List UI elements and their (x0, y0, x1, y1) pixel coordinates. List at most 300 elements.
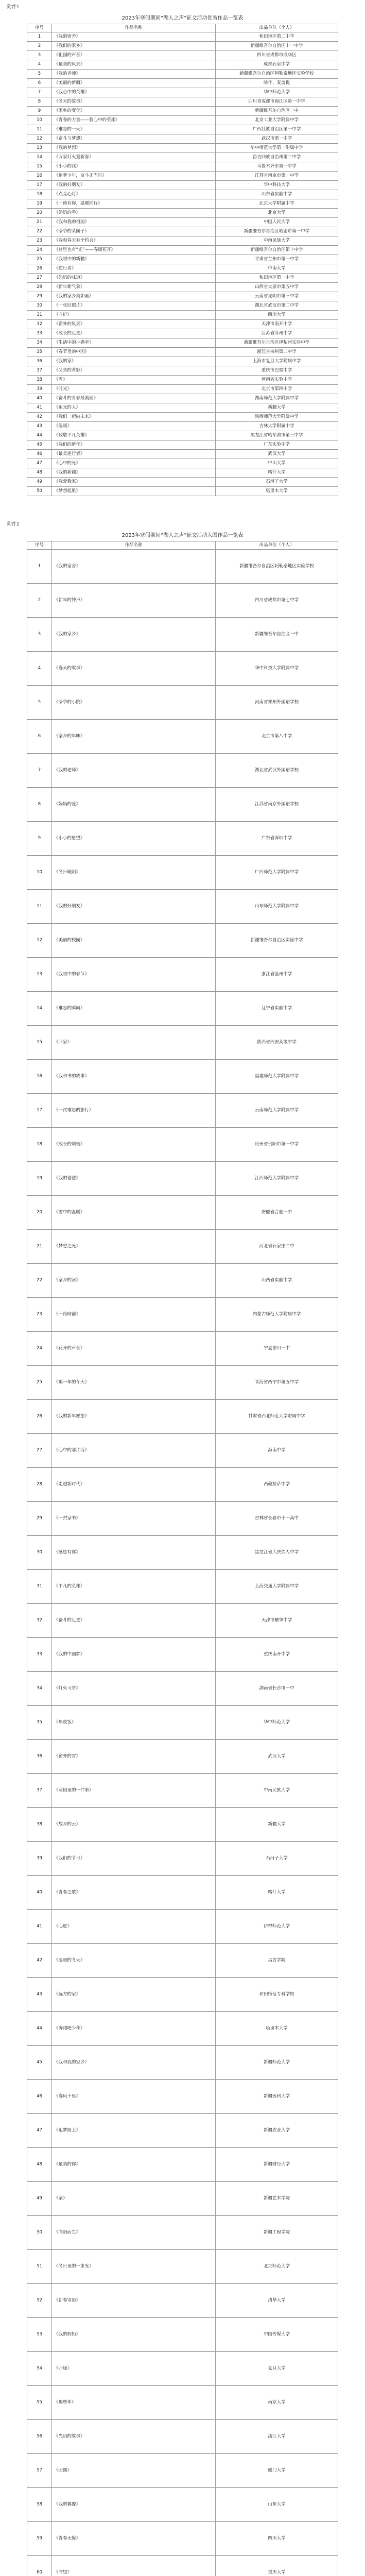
table-row (27, 97, 338, 107)
row-number: 20 (27, 209, 52, 218)
table-row (27, 338, 338, 348)
work-title: 《梦想之光》 (52, 1230, 216, 1264)
unit-name: 四川大学 (216, 2522, 338, 2556)
work-title: 《走进新时代》 (52, 1468, 216, 1502)
unit-name: 中南民族大学 (216, 1774, 338, 1808)
row-number: 37 (27, 1774, 52, 1808)
table-row (27, 1434, 338, 1468)
work-title: 《生活中的小确幸》 (52, 338, 216, 348)
work-title: 《奋斗的青春最美丽》 (52, 394, 216, 403)
table-row (27, 2318, 338, 2352)
work-title: 《我的好朋友》 (52, 890, 216, 924)
row-number: 44 (27, 431, 52, 440)
unit-name: 天津市南开中学 (216, 320, 338, 329)
work-title: 《我的宿舍》 (52, 32, 216, 42)
table-row (27, 51, 338, 60)
row-number: 19 (27, 1162, 52, 1196)
row-number: 42 (27, 413, 52, 422)
table-row (27, 431, 338, 440)
unit-name: 北京工业大学附属中学 (216, 116, 338, 125)
unit-name: 江苏省苏州中学 (216, 329, 338, 338)
row-number: 52 (27, 2284, 52, 2318)
unit-name: 安徽省合肥一中 (216, 1196, 338, 1230)
unit-name: 华中师范大学第一附属中学 (216, 144, 338, 153)
row-number: 27 (27, 274, 52, 283)
unit-name: 河南省郑州外国语学校 (216, 686, 338, 720)
table-row (27, 1094, 338, 1128)
unit-name: 青海省西宁市第五中学 (216, 1366, 338, 1400)
unit-name: 新疆农业大学 (216, 2114, 338, 2148)
unit-name: 贵州省贵阳市第一中学 (216, 1128, 338, 1162)
unit-name: 新疆维吾尔自治区一中 (216, 107, 338, 116)
table-row (27, 2522, 338, 2556)
work-title: 《奋斗与梦想》 (52, 134, 216, 144)
table-row (27, 1876, 338, 1910)
unit-name: 华中师范大学 (216, 88, 338, 97)
table-row (27, 1060, 338, 1094)
table-row (27, 1842, 338, 1876)
works-table (27, 541, 338, 2576)
unit-name: 武汉大学 (216, 450, 338, 459)
table-row (27, 366, 338, 376)
table-row (27, 1230, 338, 1264)
table-row (27, 440, 338, 450)
unit-name: 广东省深圳中学 (216, 822, 338, 856)
work-title: 《心中的光》 (52, 459, 216, 468)
unit-name: 江西师范大学附属中学 (216, 1162, 338, 1196)
unit-name: 中国人民大学 (216, 218, 338, 227)
work-title: 《家乡的变化》 (52, 107, 216, 116)
table-row (27, 1774, 338, 1808)
unit-name: 新疆维吾尔自治区伊犁州实验中学 (216, 338, 338, 348)
work-title: 《新年新气象》 (52, 283, 216, 292)
table-row (27, 376, 338, 385)
table-row (27, 2114, 338, 2148)
row-number: 16 (27, 172, 52, 181)
unit-name: 和田师范专科学校 (216, 1978, 338, 2012)
unit-name: 天津市耀华中学 (216, 1604, 338, 1638)
work-title: 《我的梦想》 (52, 144, 216, 153)
row-number: 49 (27, 2182, 52, 2216)
unit-name: 内蒙古师范大学附属中学 (216, 1298, 338, 1332)
work-title: 《守望》 (52, 2556, 216, 2576)
table-row (27, 2216, 338, 2250)
unit-name: 塔里木大学 (216, 487, 338, 496)
unit-name: 四川省成都市锦江区第一中学 (216, 97, 338, 107)
table-row (27, 2488, 338, 2522)
table-row (27, 924, 338, 958)
unit-name: 重庆市巴蜀中学 (216, 366, 338, 376)
row-number: 12 (27, 924, 52, 958)
work-title: 《向阳而生》 (52, 2216, 216, 2250)
work-title: 《父亲的背影》 (52, 366, 216, 376)
work-title: 《一路向前》 (52, 1298, 216, 1332)
unit-name: 新疆维吾尔自治区十一中学 (216, 42, 338, 51)
work-title: 《我的奶奶》 (52, 2318, 216, 2352)
table-row (27, 2454, 338, 2488)
work-title: 《成长的烦恼》 (52, 1128, 216, 1162)
table-row (27, 1196, 338, 1230)
row-number: 46 (27, 2080, 52, 2114)
work-title: 《家乡的河》 (52, 1264, 216, 1298)
header-no: 序号 (27, 541, 52, 550)
unit-name: 山东省实验中学 (216, 190, 338, 199)
table-row (27, 1672, 338, 1706)
unit-name: 四川省成都市第七中学 (216, 584, 338, 618)
work-title: 《追梦少年，奋斗正当时》 (52, 172, 216, 181)
unit-name: 华中科技大学 (216, 181, 338, 190)
work-title: 《点亮心灯》 (52, 190, 216, 199)
work-title: 《难忘的一天》 (52, 125, 216, 134)
table-row (27, 32, 338, 42)
table-row (27, 255, 338, 264)
row-number: 15 (27, 1026, 52, 1060)
row-number: 13 (27, 144, 52, 153)
unit-name: 喀什大学 (216, 468, 338, 478)
work-title: 《远方的家》 (52, 1978, 216, 2012)
work-title: 《归途》 (52, 2352, 216, 2386)
row-number: 31 (27, 311, 52, 320)
unit-name: 武汉大学 (216, 1740, 338, 1774)
row-number: 12 (27, 134, 52, 144)
row-number: 18 (27, 1128, 52, 1162)
row-number: 33 (27, 329, 52, 338)
table-row (27, 79, 338, 88)
row-number: 41 (27, 403, 52, 413)
table-row (27, 1366, 338, 1400)
row-number: 1 (27, 550, 52, 584)
unit-name: 清华大学 (216, 2284, 338, 2318)
table-row (27, 162, 338, 172)
work-title: 《春节里的中国》 (52, 348, 216, 357)
work-title: 《平凡的英雄》 (52, 1570, 216, 1604)
work-title: 《梦想起航》 (52, 487, 216, 496)
work-title: 《温暖的冬天》 (52, 1944, 216, 1978)
page-title: 2023年寒假期间“湖人之声”征文活动入围作品一览表 (121, 533, 244, 538)
table-row (27, 2080, 338, 2114)
work-title: 《最美逆行者》 (52, 450, 216, 459)
unit-name: 中山大学 (216, 459, 338, 468)
table-row (27, 274, 338, 283)
table-row (27, 413, 338, 422)
unit-name: 塔里木大学 (216, 2012, 338, 2046)
table-row (27, 264, 338, 274)
table-row (27, 107, 338, 116)
header-unit: 出品单位（个人） (216, 541, 338, 550)
header-work: 作品名称 (52, 541, 216, 550)
unit-name: 重庆大学 (216, 2556, 338, 2576)
unit-name: 广西师范大学附属中学 (216, 856, 338, 890)
unit-name: 北京市第四中学 (216, 385, 338, 394)
unit-name: 湖北省武汉市第二中学 (216, 301, 338, 311)
row-number: 23 (27, 1298, 52, 1332)
unit-name: 北京师范大学 (216, 2250, 338, 2284)
work-title: 《一封家书》 (52, 1502, 216, 1536)
unit-name: 新疆维吾尔自治区哈密市第一中学 (216, 227, 338, 236)
table-row (27, 2420, 338, 2454)
table-row (27, 125, 338, 134)
table-row (27, 890, 338, 924)
row-number: 3 (27, 51, 52, 60)
table-row (27, 686, 338, 720)
work-title: 《温暖》 (52, 422, 216, 431)
row-number: 10 (27, 116, 52, 125)
table-row (27, 320, 338, 329)
unit-name: 海南中学 (216, 1434, 338, 1468)
work-title: 《回家》 (52, 1026, 216, 1060)
row-number: 59 (27, 2522, 52, 2556)
work-title: 《光阴的故事》 (52, 2420, 216, 2454)
table-row (27, 2012, 338, 2046)
row-number: 14 (27, 153, 52, 162)
unit-name: 湖北省武汉外国语学校 (216, 754, 338, 788)
row-number: 19 (27, 199, 52, 209)
row-number: 33 (27, 1638, 52, 1672)
row-number: 35 (27, 1706, 52, 1740)
work-title: 《一张旧照片》 (52, 301, 216, 311)
table-row (27, 1808, 338, 1842)
unit-name: 宁夏银川一中 (216, 1332, 338, 1366)
work-title: 《心愿》 (52, 1910, 216, 1944)
header-no: 序号 (27, 24, 52, 32)
unit-name: 南京大学 (216, 2386, 338, 2420)
row-number: 49 (27, 478, 52, 487)
row-number: 30 (27, 1536, 52, 1570)
work-title: 《妈妈的爱》 (52, 788, 216, 822)
work-title: 《美丽的校园》 (52, 924, 216, 958)
work-title: 《冬日里的一束光》 (52, 2250, 216, 2284)
row-number: 27 (27, 1434, 52, 1468)
row-number: 25 (27, 255, 52, 264)
row-number: 43 (27, 422, 52, 431)
work-title: 《追梦路上》 (52, 2114, 216, 2148)
table-row (27, 652, 338, 686)
row-number: 50 (27, 2216, 52, 2250)
table-row (27, 227, 338, 236)
row-number: 36 (27, 1740, 52, 1774)
row-number: 6 (27, 79, 52, 88)
row-number: 36 (27, 357, 52, 366)
unit-name: 复旦大学 (216, 2352, 338, 2386)
header-unit: 出品单位（个人） (216, 24, 338, 32)
row-number: 23 (27, 236, 52, 246)
table-row (27, 754, 338, 788)
table-row (27, 720, 338, 754)
row-number: 51 (27, 2250, 52, 2284)
work-title: 《我的中国梦》 (52, 1638, 216, 1672)
table-row (27, 301, 338, 311)
table-row (27, 236, 338, 246)
row-number: 24 (27, 1332, 52, 1366)
row-number: 40 (27, 394, 52, 403)
row-number: 8 (27, 788, 52, 822)
work-title: 《我的老师》 (52, 70, 216, 79)
table-row (27, 1332, 338, 1366)
table-row (27, 1638, 338, 1672)
unit-name: 山西省太原市第五中学 (216, 283, 338, 292)
table-row (27, 1502, 338, 1536)
row-number: 44 (27, 2012, 52, 2046)
row-number: 4 (27, 652, 52, 686)
work-title: 《青春无悔》 (52, 2522, 216, 2556)
table-row (27, 70, 338, 79)
work-title: 《一次难忘的旅行》 (52, 1094, 216, 1128)
row-number: 21 (27, 218, 52, 227)
row-number: 21 (27, 1230, 52, 1264)
work-title: 《感恩有你》 (52, 1536, 216, 1570)
unit-name: 华中科技大学附属中学 (216, 652, 338, 686)
work-title: 《故乡的云》 (52, 1808, 216, 1842)
work-title: 《难忘的瞬间》 (52, 992, 216, 1026)
row-number: 47 (27, 459, 52, 468)
work-title: 《爷爷的菜园子》 (52, 227, 216, 236)
unit-name: 甘肃省兰州市第一中学 (216, 255, 338, 264)
row-number: 4 (27, 60, 52, 70)
table-row (27, 329, 338, 338)
work-title: 《我和我的家乡》 (52, 2046, 216, 2080)
table-row (27, 116, 338, 125)
work-title: 《小小的愿望》 (52, 822, 216, 856)
row-number: 24 (27, 246, 52, 255)
row-number: 56 (27, 2420, 52, 2454)
unit-name: 新疆大学 (216, 403, 338, 413)
row-number: 3 (27, 618, 52, 652)
work-title: 《万家灯火迎新春》 (52, 153, 216, 162)
row-number: 18 (27, 190, 52, 199)
unit-name: 江苏省南京市第一中学 (216, 172, 338, 181)
unit-name: 重庆南开中学 (216, 1638, 338, 1672)
table-row (27, 1264, 338, 1298)
work-title: 《致敬平凡英雄》 (52, 431, 216, 440)
unit-name: 新疆维吾尔自治区阿勒泰地区实验学校 (216, 70, 338, 79)
unit-name: 广西壮族自治区第一中学 (216, 125, 338, 134)
table-row (27, 487, 338, 496)
table-header-row (27, 24, 338, 32)
table-row (27, 1468, 338, 1502)
unit-name: 黑龙江省哈尔滨市第三中学 (216, 431, 338, 440)
unit-name: 中国传媒大学 (216, 2318, 338, 2352)
row-number: 29 (27, 292, 52, 301)
unit-name: 江苏省南京外国语学校 (216, 788, 338, 822)
unit-name: 湖南师范大学附属中学 (216, 394, 338, 403)
work-title: 《美丽的新疆》 (52, 79, 216, 88)
table-row (27, 550, 338, 584)
unit-name: 福建师范大学附属中学 (216, 1060, 338, 1094)
attachment-label: 附件1 (7, 5, 20, 10)
row-number: 14 (27, 992, 52, 1026)
row-number: 7 (27, 88, 52, 97)
table-row (27, 403, 338, 413)
unit-name: 河南省实验中学 (216, 376, 338, 385)
work-title: 《新年的钟声》 (52, 584, 216, 618)
work-title: 《我和书的故事》 (52, 1060, 216, 1094)
work-title: 《春风十里》 (52, 2080, 216, 2114)
row-number: 5 (27, 70, 52, 79)
work-title: 《小小的我》 (52, 162, 216, 172)
work-title: 《最美的你》 (52, 2148, 216, 2182)
work-title: 《我眼中的春节》 (52, 958, 216, 992)
row-number: 39 (27, 1842, 52, 1876)
unit-name: 石河子大学 (216, 478, 338, 487)
work-title: 《青春之歌》 (52, 1876, 216, 1910)
unit-name: 新疆财经大学 (216, 2148, 338, 2182)
unit-name: 湖南省长沙市一中 (216, 1672, 338, 1706)
table-row (27, 2352, 338, 2386)
unit-name: 喀什、麦盖提 (216, 79, 338, 88)
row-number: 55 (27, 2386, 52, 2420)
table-header-row (27, 541, 338, 550)
unit-name: 黑龙江省大庆铁人中学 (216, 1536, 338, 1570)
table-row (27, 348, 338, 357)
work-title: 《冬日暖阳》 (52, 856, 216, 890)
work-title: 《守护》 (52, 311, 216, 320)
unit-name: 华中师范大学 (216, 1706, 338, 1740)
table-row (27, 246, 338, 255)
row-number: 34 (27, 1672, 52, 1706)
work-title: 《我的新疆》 (52, 468, 216, 478)
row-number: 30 (27, 301, 52, 311)
unit-name: 中南大学 (216, 264, 338, 274)
row-number: 31 (27, 1570, 52, 1604)
table-row (27, 144, 338, 153)
row-number: 9 (27, 107, 52, 116)
table-row (27, 209, 338, 218)
table-row (27, 218, 338, 227)
work-title: 《寒假里的一件事》 (52, 1774, 216, 1808)
work-title: 《年夜饭》 (52, 1706, 216, 1740)
unit-name: 甘肃省西北师范大学附属中学 (216, 1400, 338, 1434)
unit-name: 北京市第八中学 (216, 720, 338, 754)
work-title: 《一路有你，温暖同行》 (52, 199, 216, 209)
work-title: 《雪》 (52, 376, 216, 385)
work-title: 《我的宿舍》 (52, 550, 216, 584)
work-title: 《我的好朋友》 (52, 181, 216, 190)
unit-name: 浙江大学 (216, 2420, 338, 2454)
table-row (27, 1536, 338, 1570)
table-row (27, 584, 338, 618)
unit-name: 喀什大学 (216, 1876, 338, 1910)
row-number: 29 (27, 1502, 52, 1536)
row-number: 11 (27, 890, 52, 924)
row-number: 22 (27, 1264, 52, 1298)
unit-name: 四川省成都市成华区 (216, 51, 338, 60)
table-row (27, 88, 338, 97)
work-title: 《我的老师》 (52, 754, 216, 788)
row-number: 25 (27, 1366, 52, 1400)
unit-name: 上海交通大学附属中学 (216, 1570, 338, 1604)
work-title: 《窗外的风景》 (52, 320, 216, 329)
row-number: 6 (27, 720, 52, 754)
row-number: 45 (27, 2046, 52, 2080)
unit-name: 上海市复旦大学附属中学 (216, 357, 338, 366)
work-title: 《家乡的年味》 (52, 720, 216, 754)
unit-name: 吉林大学附属中学 (216, 422, 338, 431)
unit-name: 浙江省杭州第二中学 (216, 348, 338, 357)
row-number: 9 (27, 822, 52, 856)
unit-name: 新疆大学 (216, 1808, 338, 1842)
table-row (27, 2556, 338, 2576)
table-row (27, 311, 338, 320)
unit-name: 和田地区第二中学 (216, 32, 338, 42)
unit-name: 河北省石家庄二中 (216, 1230, 338, 1264)
work-title: 《那些年》 (52, 2386, 216, 2420)
table-row (27, 1026, 338, 1060)
work-title: 《这里也有“光”——春暖花开》 (52, 246, 216, 255)
work-title: 《冬天的故事》 (52, 97, 216, 107)
unit-name: 西藏拉萨中学 (216, 1468, 338, 1502)
table-row (27, 2046, 338, 2080)
unit-name: 云南师范大学附属中学 (216, 1094, 338, 1128)
